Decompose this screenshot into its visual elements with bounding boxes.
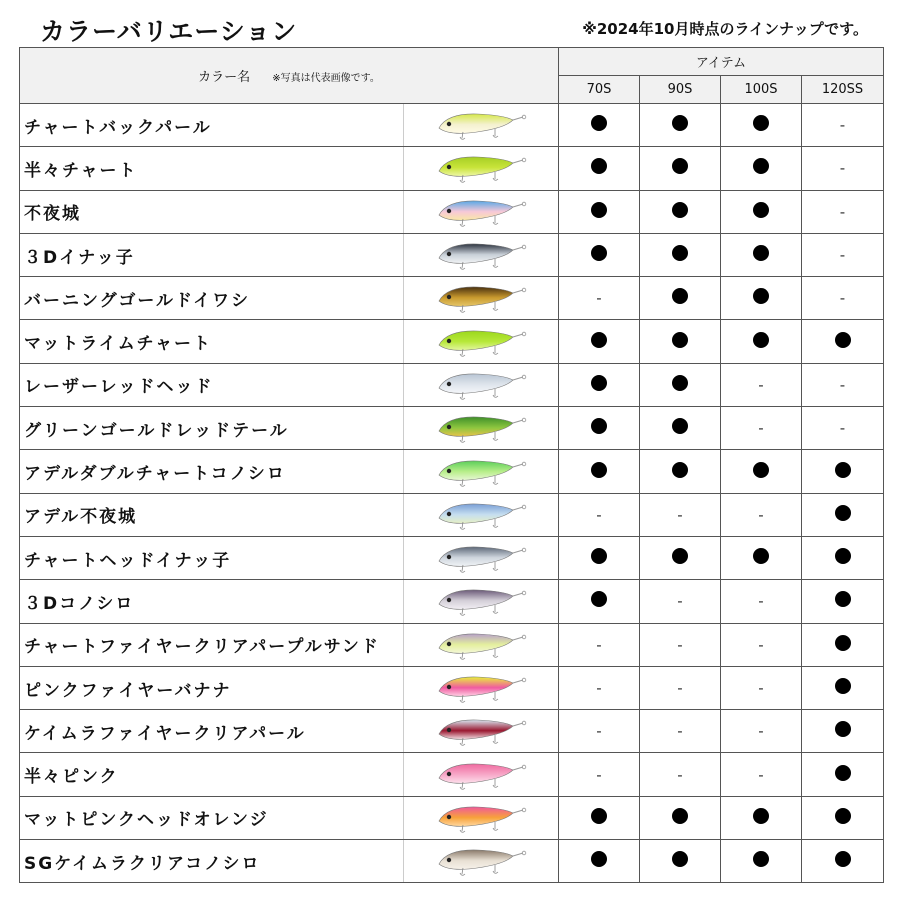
color-rows — [20, 104, 884, 883]
dash-mark: - — [596, 722, 602, 741]
table-row — [20, 666, 884, 709]
unavailable-dash-120ss — [802, 363, 884, 406]
available-dot-100s — [721, 840, 802, 883]
dash-mark: - — [596, 679, 602, 697]
dot-mark — [672, 115, 688, 131]
dot-mark — [672, 245, 688, 261]
available-dot-100s — [721, 190, 802, 233]
table-row — [20, 840, 884, 883]
dot-mark — [591, 332, 607, 348]
available-dot-120ss — [802, 536, 884, 579]
available-dot-120ss — [802, 840, 884, 883]
size-header-90s: 90S — [640, 76, 721, 104]
available-dot-90s — [640, 536, 721, 579]
photo-note: ※写真は代表画像です。 — [272, 73, 380, 84]
available-dot-120ss — [802, 493, 884, 536]
dash-mark: - — [677, 592, 683, 611]
dot-mark — [591, 375, 607, 391]
dot-mark — [753, 851, 769, 867]
lure-image — [433, 368, 529, 402]
table-row — [20, 407, 884, 450]
dot-mark — [835, 678, 851, 694]
available-dot-120ss — [802, 580, 884, 623]
dash-mark: - — [839, 159, 846, 178]
lure-image — [433, 844, 529, 878]
dot-mark — [672, 548, 688, 564]
lure-image — [433, 281, 529, 315]
lure-image — [433, 714, 529, 748]
available-dot-90s — [640, 320, 721, 363]
color-name: ３Dコノシロ — [20, 580, 404, 623]
dash-mark: - — [839, 246, 846, 265]
color-name: アデルダブルチャートコノシロ — [20, 450, 404, 493]
color-name: 半々チャート — [20, 147, 404, 190]
available-dot-90s — [640, 104, 721, 147]
size-header-70s: 70S — [559, 76, 640, 104]
available-dot-90s — [640, 190, 721, 233]
available-dot-70s — [559, 840, 640, 883]
dot-mark — [753, 202, 769, 218]
lure-image — [433, 671, 529, 705]
color-name: ３Dイナッ子 — [20, 233, 404, 276]
dash-mark: - — [596, 635, 602, 654]
dot-mark — [672, 851, 688, 867]
unavailable-dash-70s — [559, 753, 640, 796]
lure-image — [433, 455, 529, 489]
dot-mark — [753, 288, 769, 304]
dot-mark — [672, 202, 688, 218]
unavailable-dash-100s — [721, 363, 802, 406]
unavailable-dash-100s — [721, 580, 802, 623]
available-dot-70s — [559, 320, 640, 363]
dash-mark: - — [758, 505, 764, 524]
dash-mark: - — [758, 419, 764, 438]
dot-mark — [835, 591, 851, 607]
unavailable-dash-90s — [640, 623, 721, 666]
dot-mark — [591, 851, 607, 867]
dot-mark — [835, 505, 851, 521]
unavailable-dash-70s — [559, 493, 640, 536]
table-row — [20, 536, 884, 579]
unavailable-dash-100s — [721, 666, 802, 709]
dash-mark: - — [758, 592, 764, 611]
lure-image — [433, 108, 529, 142]
dot-mark — [672, 288, 688, 304]
lure-image — [433, 758, 529, 792]
color-name: グリーンゴールドレッドテール — [20, 407, 404, 450]
available-dot-90s — [640, 407, 721, 450]
lure-image-cell — [404, 753, 559, 796]
available-dot-100s — [721, 277, 802, 320]
available-dot-120ss — [802, 753, 884, 796]
dash-mark: - — [839, 375, 846, 394]
dash-mark: - — [839, 202, 846, 221]
lure-image — [433, 628, 529, 662]
size-header-100s: 100S — [721, 76, 802, 104]
dot-mark — [835, 332, 851, 348]
lure-image — [433, 584, 529, 618]
color-name: SGケイムラクリアコノシロ — [20, 840, 404, 883]
table-row — [20, 580, 884, 623]
available-dot-70s — [559, 536, 640, 579]
lure-image-cell — [404, 623, 559, 666]
dot-mark — [591, 115, 607, 131]
dot-mark — [591, 462, 607, 478]
lure-image — [433, 195, 529, 229]
dot-mark — [835, 462, 851, 478]
available-dot-100s — [721, 233, 802, 276]
dash-mark: - — [596, 289, 602, 308]
dash-mark: - — [677, 635, 683, 654]
dash-mark: - — [677, 722, 683, 741]
dot-mark — [591, 548, 607, 564]
lure-image — [433, 238, 529, 272]
dot-mark — [591, 418, 607, 434]
available-dot-100s — [721, 104, 802, 147]
table-row — [20, 147, 884, 190]
color-name: バーニングゴールドイワシ — [20, 277, 404, 320]
lure-image-cell — [404, 450, 559, 493]
unavailable-dash-90s — [640, 580, 721, 623]
color-variation-table — [19, 47, 884, 883]
dash-mark: - — [677, 765, 683, 784]
available-dot-90s — [640, 363, 721, 406]
dash-mark: - — [596, 505, 602, 524]
unavailable-dash-120ss — [802, 277, 884, 320]
lure-image-cell — [404, 580, 559, 623]
lure-image-cell — [404, 536, 559, 579]
table-row — [20, 277, 884, 320]
table-row — [20, 623, 884, 666]
dot-mark — [753, 158, 769, 174]
dot-mark — [672, 418, 688, 434]
unavailable-dash-120ss — [802, 190, 884, 233]
unavailable-dash-90s — [640, 493, 721, 536]
unavailable-dash-120ss — [802, 407, 884, 450]
color-name-header — [20, 48, 559, 104]
table-row — [20, 450, 884, 493]
table-row — [20, 104, 884, 147]
unavailable-dash-120ss — [802, 233, 884, 276]
lure-image-cell — [404, 233, 559, 276]
dot-mark — [753, 245, 769, 261]
available-dot-70s — [559, 147, 640, 190]
dash-mark: - — [758, 679, 764, 697]
available-dot-70s — [559, 233, 640, 276]
available-dot-120ss — [802, 796, 884, 839]
available-dot-90s — [640, 840, 721, 883]
available-dot-70s — [559, 580, 640, 623]
color-name: チャートファイヤークリアパープルサンド — [20, 623, 404, 666]
unavailable-dash-90s — [640, 753, 721, 796]
dot-mark — [672, 158, 688, 174]
dash-mark: - — [758, 722, 764, 741]
color-name: 半々ピンク — [20, 753, 404, 796]
lure-image — [433, 541, 529, 575]
unavailable-dash-90s — [640, 710, 721, 753]
lure-image-cell — [404, 840, 559, 883]
dash-mark: - — [839, 289, 846, 308]
dot-mark — [835, 851, 851, 867]
lure-image-cell — [404, 277, 559, 320]
available-dot-70s — [559, 450, 640, 493]
available-dot-100s — [721, 147, 802, 190]
color-name: レーザーレッドヘッド — [20, 363, 404, 406]
unavailable-dash-90s — [640, 666, 721, 709]
available-dot-90s — [640, 450, 721, 493]
dash-mark: - — [758, 765, 764, 784]
unavailable-dash-120ss — [802, 104, 884, 147]
available-dot-70s — [559, 190, 640, 233]
available-dot-70s — [559, 796, 640, 839]
unavailable-dash-100s — [721, 710, 802, 753]
dash-mark: - — [839, 419, 846, 438]
dot-mark — [672, 462, 688, 478]
table-row — [20, 796, 884, 839]
available-dot-120ss — [802, 450, 884, 493]
lure-image — [433, 411, 529, 445]
dot-mark — [753, 548, 769, 564]
available-dot-120ss — [802, 666, 884, 709]
dash-mark: - — [596, 765, 602, 784]
unavailable-dash-120ss — [802, 147, 884, 190]
dot-mark — [835, 808, 851, 824]
color-name: 不夜城 — [20, 190, 404, 233]
color-name: マットピンクヘッドオレンジ — [20, 796, 404, 839]
lure-image-cell — [404, 666, 559, 709]
lure-image-cell — [404, 363, 559, 406]
lure-image — [433, 498, 529, 532]
available-dot-120ss — [802, 710, 884, 753]
available-dot-90s — [640, 277, 721, 320]
table-row — [20, 493, 884, 536]
lure-image-cell — [404, 104, 559, 147]
lure-image — [433, 151, 529, 185]
unavailable-dash-100s — [721, 407, 802, 450]
available-dot-90s — [640, 233, 721, 276]
dash-mark: - — [677, 505, 683, 524]
lure-image-cell — [404, 710, 559, 753]
size-header-120ss: 120SS — [802, 76, 884, 104]
table-row — [20, 753, 884, 796]
lure-image-cell — [404, 493, 559, 536]
lure-image-cell — [404, 796, 559, 839]
available-dot-70s — [559, 363, 640, 406]
dot-mark — [835, 721, 851, 737]
available-dot-90s — [640, 796, 721, 839]
color-name: アデル不夜城 — [20, 493, 404, 536]
lure-image — [433, 325, 529, 359]
dash-mark: - — [758, 375, 764, 394]
dot-mark — [591, 808, 607, 824]
available-dot-120ss — [802, 623, 884, 666]
dot-mark — [835, 765, 851, 781]
color-name: チャートバックパール — [20, 104, 404, 147]
unavailable-dash-70s — [559, 623, 640, 666]
dot-mark — [672, 375, 688, 391]
dot-mark — [672, 808, 688, 824]
table-row — [20, 710, 884, 753]
dot-mark — [591, 202, 607, 218]
lure-image — [433, 801, 529, 835]
item-header: アイテム — [559, 48, 884, 76]
lure-image-cell — [404, 190, 559, 233]
dot-mark — [753, 462, 769, 478]
table-row — [20, 190, 884, 233]
dot-mark — [753, 332, 769, 348]
dot-mark — [591, 158, 607, 174]
lure-image-cell — [404, 147, 559, 190]
dot-mark — [672, 332, 688, 348]
dot-mark — [591, 245, 607, 261]
lure-image-cell — [404, 320, 559, 363]
color-name: チャートヘッドイナッ子 — [20, 536, 404, 579]
available-dot-90s — [640, 147, 721, 190]
table-row — [20, 363, 884, 406]
color-name: マットライムチャート — [20, 320, 404, 363]
dot-mark — [835, 635, 851, 651]
unavailable-dash-70s — [559, 277, 640, 320]
dash-mark: - — [758, 635, 764, 654]
color-name-label: カラー名 — [198, 70, 251, 85]
dot-mark — [753, 115, 769, 131]
dot-mark — [835, 548, 851, 564]
available-dot-70s — [559, 104, 640, 147]
dot-mark — [591, 591, 607, 607]
table-row — [20, 233, 884, 276]
available-dot-100s — [721, 320, 802, 363]
available-dot-100s — [721, 536, 802, 579]
lure-image-cell — [404, 407, 559, 450]
unavailable-dash-100s — [721, 493, 802, 536]
dash-mark: - — [839, 116, 846, 135]
dot-mark — [753, 808, 769, 824]
unavailable-dash-100s — [721, 753, 802, 796]
color-name: ケイムラファイヤークリアパール — [20, 710, 404, 753]
available-dot-100s — [721, 796, 802, 839]
color-name: ピンクファイヤーバナナ — [20, 666, 404, 709]
dash-mark: - — [677, 679, 683, 697]
unavailable-dash-100s — [721, 623, 802, 666]
available-dot-120ss — [802, 320, 884, 363]
unavailable-dash-70s — [559, 710, 640, 753]
lineup-note: ※2024年10月時点のラインナップです。 — [582, 20, 868, 38]
unavailable-dash-70s — [559, 666, 640, 709]
available-dot-100s — [721, 450, 802, 493]
page-title: カラーバリエーション — [40, 17, 298, 46]
table-row — [20, 320, 884, 363]
available-dot-70s — [559, 407, 640, 450]
